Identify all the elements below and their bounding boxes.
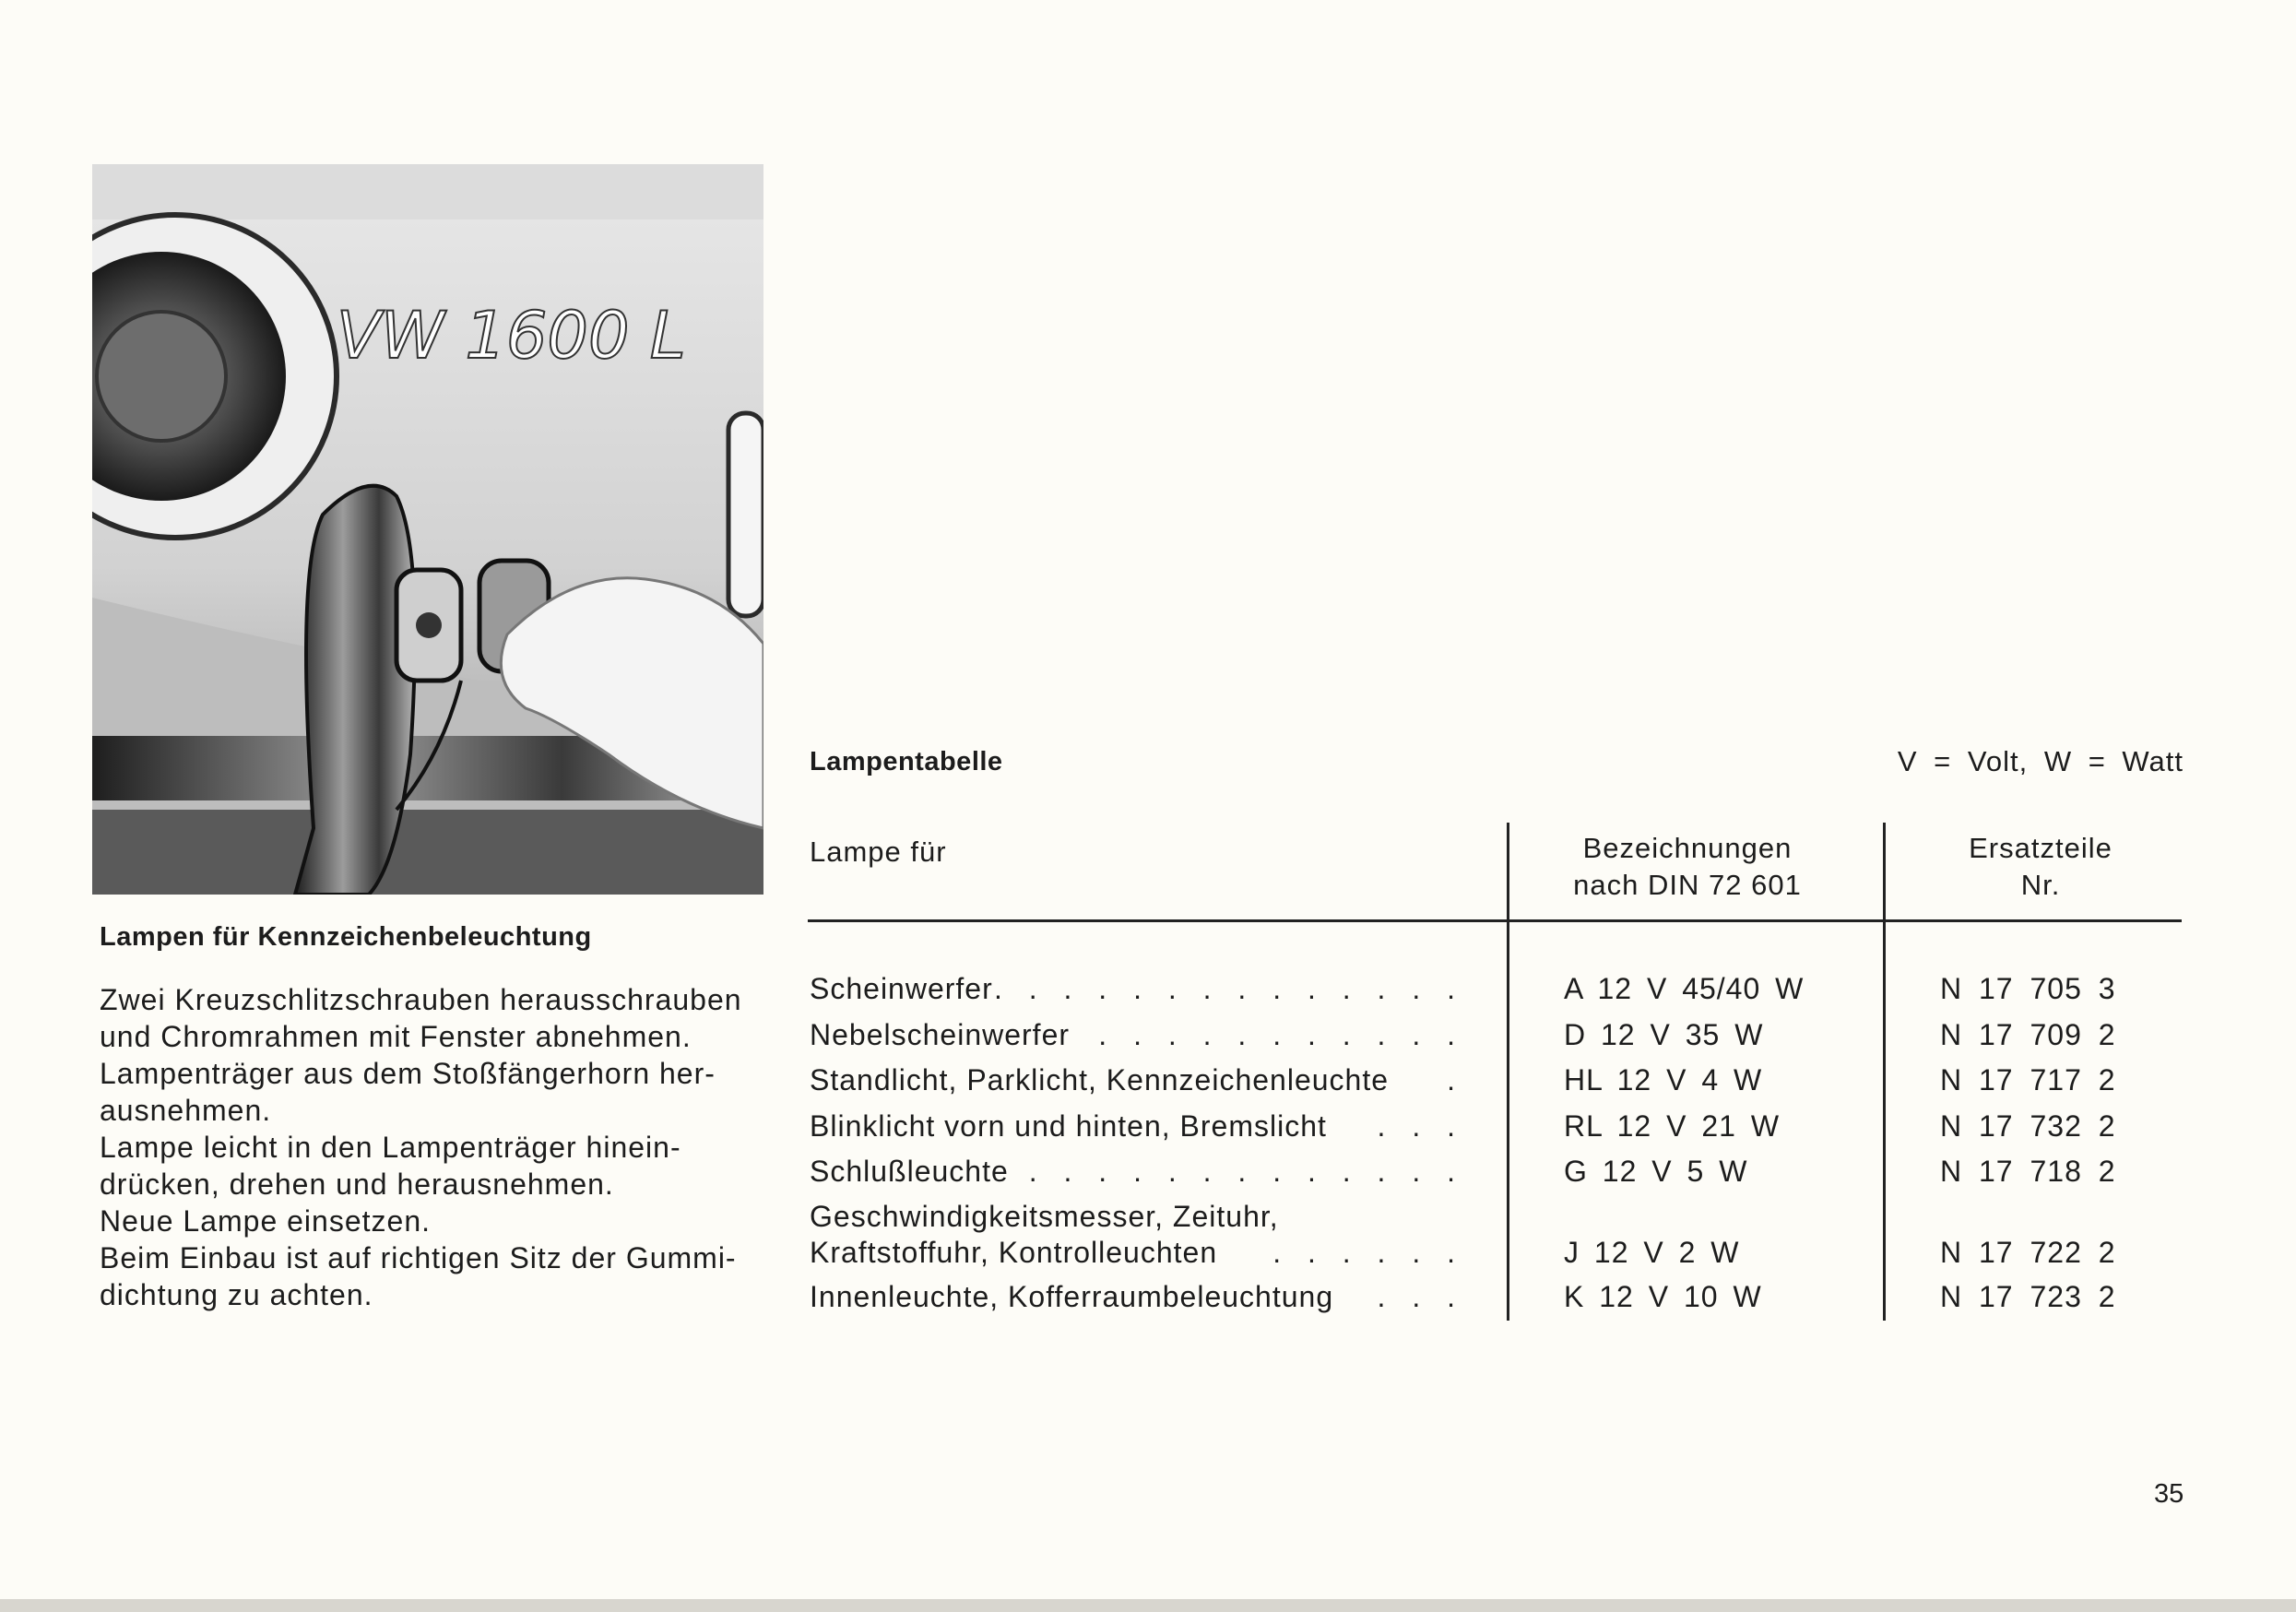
lamp-name: Schlußleuchte: [810, 1155, 1009, 1188]
caption-line: und Chromrahmen mit Fenster abnehmen.: [100, 1020, 692, 1053]
lamp-name: Standlicht, Parklicht, Kennzeichenleuchte: [810, 1063, 1390, 1096]
caption-line: ausnehmen.: [100, 1094, 272, 1127]
leader-dots: . . .: [1377, 1280, 1464, 1313]
table-row-lamp: [810, 1018, 1464, 1052]
designation-cell: J 12 V 2 W: [1564, 1236, 1740, 1269]
designation-cell: G 12 V 5 W: [1564, 1155, 1748, 1188]
caption-text: [100, 981, 763, 1313]
lamp-name: Nebelscheinwerfer: [810, 1018, 1071, 1051]
leader-dots: .: [1447, 1063, 1464, 1096]
license-lamp-photo: [92, 164, 763, 895]
column-divider: [1507, 823, 1509, 1321]
part-number-cell: N 17 723 2: [1940, 1280, 2116, 1313]
part-number-cell: N 17 718 2: [1940, 1155, 2116, 1188]
page-edge: [0, 1599, 2296, 1612]
lamp-name: Kraftstoffuhr, Kontrolleuchten: [810, 1236, 1218, 1269]
lamp-name: Geschwindigkeitsmesser, Zeituhr,: [810, 1200, 1279, 1233]
header-rule: [808, 919, 2182, 922]
part-number-cell: N 17 709 2: [1940, 1018, 2116, 1051]
emblem-text: VW 1600 L: [337, 298, 686, 373]
table-row-lamp: [810, 1063, 1464, 1097]
leader-dots: . . . . . .: [1272, 1236, 1464, 1269]
part-number-cell: N 17 732 2: [1940, 1109, 2116, 1143]
leader-dots: . . . . . . . . . . . . .: [1028, 1155, 1464, 1188]
header-lamp: Lampe für: [810, 836, 947, 868]
designation-cell: HL 12 V 4 W: [1564, 1063, 1763, 1096]
table-row-lamp: [810, 1236, 1464, 1270]
leader-dots: . . .: [1377, 1109, 1464, 1143]
caption-title: Lampen für Kennzeichenbeleuchtung: [100, 922, 592, 952]
designation-cell: K 12 V 10 W: [1564, 1280, 1762, 1313]
part-number-cell: N 17 722 2: [1940, 1236, 2116, 1269]
designation-cell: RL 12 V 21 W: [1564, 1109, 1781, 1143]
leader-dots: . . . . . . . . . . .: [1098, 1018, 1464, 1051]
header-designation: [1512, 830, 1863, 904]
table-title: Lampentabelle: [810, 747, 1003, 776]
header-part-number: [1888, 830, 2193, 904]
caption-line: Lampenträger aus dem Stoßfängerhorn her-: [100, 1057, 716, 1090]
part-number-cell: N 17 717 2: [1940, 1063, 2116, 1096]
designation-cell: D 12 V 35 W: [1564, 1018, 1764, 1051]
designation-cell: A 12 V 45/40 W: [1564, 972, 1805, 1005]
caption-line: Zwei Kreuzschlitzschrauben herausschrauben: [100, 983, 742, 1016]
table-row-lamp: [810, 1200, 1464, 1234]
lamp-name: Innenleuchte, Kofferraumbeleuchtung: [810, 1280, 1334, 1313]
lamp-name: Scheinwerfer: [810, 972, 993, 1005]
header-designation-line2: nach DIN 72 601: [1573, 869, 1802, 901]
header-part-line2: Nr.: [2020, 869, 2061, 901]
column-divider: [1883, 823, 1886, 1321]
leader-dots: . . . . . . . . . . . . . .: [993, 972, 1464, 1005]
part-number-cell: N 17 705 3: [1940, 972, 2116, 1005]
table-row-lamp: [810, 1155, 1464, 1189]
units-legend: V = Volt, W = Watt: [1897, 745, 2184, 777]
header-part-line1: Ersatzteile: [1969, 832, 2113, 864]
header-designation-line1: Bezeichnungen: [1582, 832, 1793, 864]
table-row-lamp: [810, 1109, 1464, 1144]
caption-line: dichtung zu achten.: [100, 1278, 373, 1311]
caption-line: drücken, drehen und herausnehmen.: [100, 1168, 614, 1201]
caption-line: Lampe leicht in den Lampenträger hinein-: [100, 1131, 681, 1164]
caption-line: Beim Einbau ist auf richtigen Sitz der Gummi-: [100, 1241, 737, 1274]
caption-line: Neue Lampe einsetzen.: [100, 1204, 431, 1238]
table-row-lamp: [810, 972, 1464, 1006]
table-row-lamp: [810, 1280, 1464, 1314]
page-number: 35: [2154, 1479, 2184, 1509]
lamp-name: Blinklicht vorn und hinten, Bremslicht: [810, 1109, 1327, 1143]
